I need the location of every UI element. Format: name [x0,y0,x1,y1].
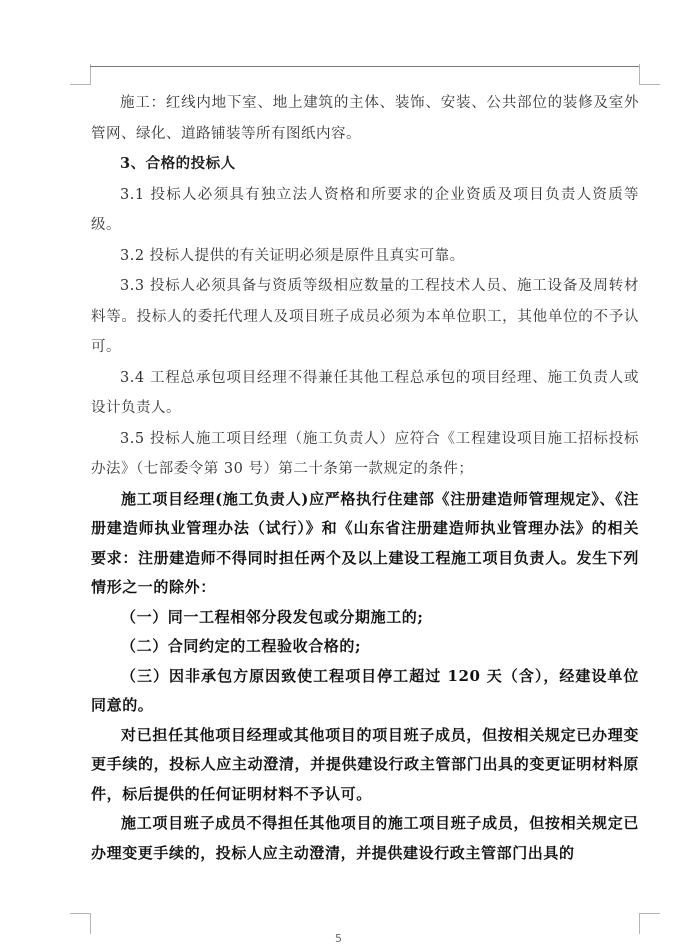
paragraph-team-members: 施工项目班子成员不得担任其他项目的施工项目班子成员，但按相关规定已办理变更手续的，投标人应主动澄清，并提供建设行政主管部门出具的 [91,814,639,862]
crop-mark-bottom-right [639,913,660,934]
crop-mark-top-right [639,64,660,85]
crop-mark-top-left [70,64,91,85]
body-text [91,88,639,868]
paragraph-change-procedure: 对已担任其他项目经理或其他项目的项目班子成员，但按相关规定已办理变更手续的，投标人应主动澄清，并提供建设行政主管部门出具的变更证明材料原件，标后提供的任何证明材料不予认可。 [91,725,639,803]
page-number: 5 [335,932,342,945]
heading-qualified-bidder: 3、合格的投标人 [120,155,236,172]
crop-mark-bottom-left [70,913,91,934]
paragraph-3-5: 3.5 投标人施工项目经理（施工负责人）应符合《工程建设项目施工招标投标办法》（七部委令第 30 号）第二十条第一款规定的条件； [91,430,639,477]
paragraph-3-2: 3.2 投标人提供的有关证明必须是原件且真实可靠。 [120,247,465,264]
paragraph-3-1: 3.1 投标人必须具有独立法人资格和所要求的企业资质及项目负责人资质等级。 [91,186,639,233]
paragraph-scope: 施工：红线内地下室、地上建筑的主体、装饰、安装、公共部位的装修及室外管网、绿化、道路铺装等所有图纸内容。 [91,95,639,142]
paragraph-manager-requirements: 施工项目经理(施工负责人)应严格执行住建部《注册建造师管理规定》、《注册建造师执业管理办法（试行）》和《山东省注册建造师执业管理办法》的相关要求：注册建造师不得同时担任两个及以上建设工程施工项目负责人。发生下列情形之一的除外： [91,489,639,596]
header-rule [90,66,639,67]
exception-item-2: （二）合同约定的工程验收合格的; [121,637,362,655]
paragraph-3-4: 3.4 工程总承包项目经理不得兼任其他工程总承包的项目经理、施工负责人或设计负责人。 [91,369,639,416]
exception-item-1: （一）同一工程相邻分段发包或分期施工的; [121,607,424,626]
exception-item-3: （三）因非承包方原因致使工程项目停工超过 120 天（含），经建设单位同意的。 [91,666,639,714]
paragraph-3-3: 3.3 投标人必须具备与资质等级相应数量的工程技术人员、施工设备及周转材料等。投标人的委托代理人及项目班子成员必须为本单位职工，其他单位的不予认可。 [91,278,639,355]
